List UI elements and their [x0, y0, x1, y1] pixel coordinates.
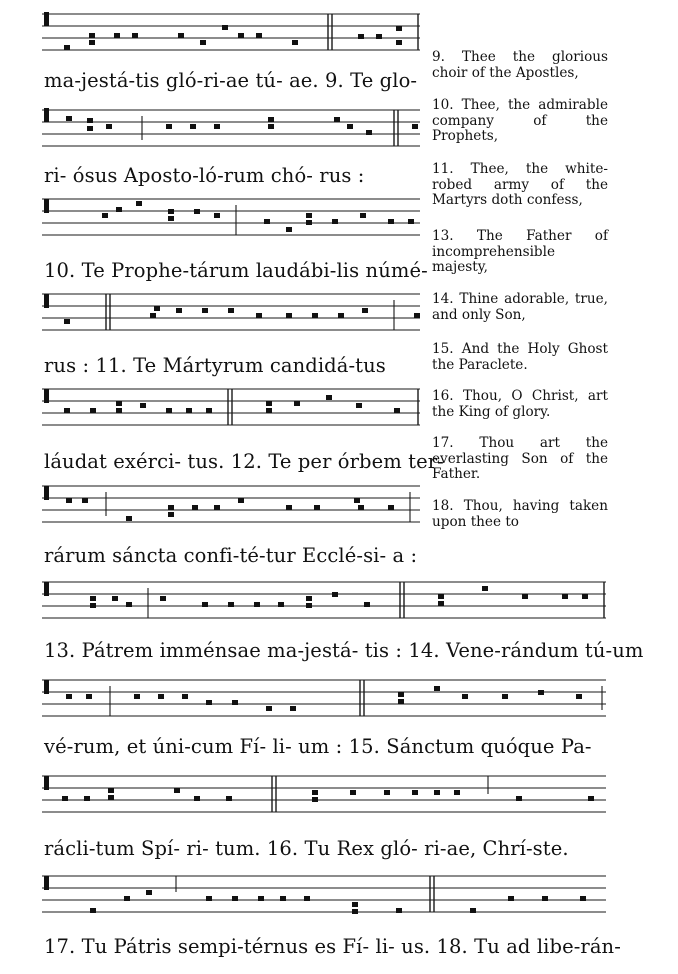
- lyric-line-5: láudat exérci- tus. 12. Te per órbem ter-: [44, 450, 444, 473]
- translation-16: 16. Thou, O Christ, art the King of glory.: [432, 388, 608, 420]
- lyric-line-9: rácli-tum Spí- ri- tum. 16. Tu Rex gló- ri-ae, Chrí-ste.: [44, 837, 569, 860]
- lyric-line-10: 17. Tu Pátris sempi-térnus es Fí- li- us. 18. Tu ad libe-rán-: [44, 935, 621, 958]
- lyric-line-3: 10. Te Prophe-tárum laudábi-lis númé-: [44, 259, 428, 282]
- chant-staff-1: [42, 10, 422, 56]
- lyric-line-2: ri- ósus Aposto-ló-rum chó- rus :: [44, 164, 365, 187]
- lyric-line-7: 13. Pátrem imménsae ma-jestá- tis : 14. Vene-rándum tú-um: [44, 639, 644, 662]
- translation-18: 18. Thou, having taken upon thee to: [432, 498, 608, 530]
- translation-10: 10. Thee, the admirable company of the Prophets,: [432, 97, 608, 144]
- chant-staff-5: [42, 385, 422, 431]
- translation-14: 14. Thine adorable, true, and only Son,: [432, 291, 608, 323]
- chant-staff-9: [42, 772, 608, 818]
- translation-13: 13. The Father of incomprehensible majesty,: [432, 228, 608, 275]
- chant-staff-8: [42, 676, 608, 722]
- lyric-line-4: rus : 11. Te Mártyrum candidá-tus: [44, 354, 386, 377]
- chant-staff-7: [42, 578, 608, 624]
- chant-staff-10: [42, 872, 608, 918]
- translation-17: 17. Thou art the everlasting Son of the Father.: [432, 435, 608, 482]
- translation-11: 11. Thee, the white-robed army of the Martyrs doth confess,: [432, 161, 608, 208]
- translation-9: 9. Thee the glorious choir of the Apostles,: [432, 49, 608, 81]
- translation-15: 15. And the Holy Ghost the Paraclete.: [432, 341, 608, 373]
- chant-staff-2: [42, 106, 422, 152]
- chant-staff-4: [42, 290, 422, 336]
- lyric-line-8: vé-rum, et úni-cum Fí- li- um : 15. Sánctum quóque Pa-: [44, 735, 592, 758]
- chant-staff-3: [42, 195, 422, 241]
- lyric-line-6: rárum sáncta confi-té-tur Ecclé-si- a :: [44, 544, 418, 567]
- chant-staff-6: [42, 482, 422, 528]
- lyric-line-1: ma-jestá-tis gló-ri-ae tú- ae. 9. Te glo-: [44, 69, 418, 92]
